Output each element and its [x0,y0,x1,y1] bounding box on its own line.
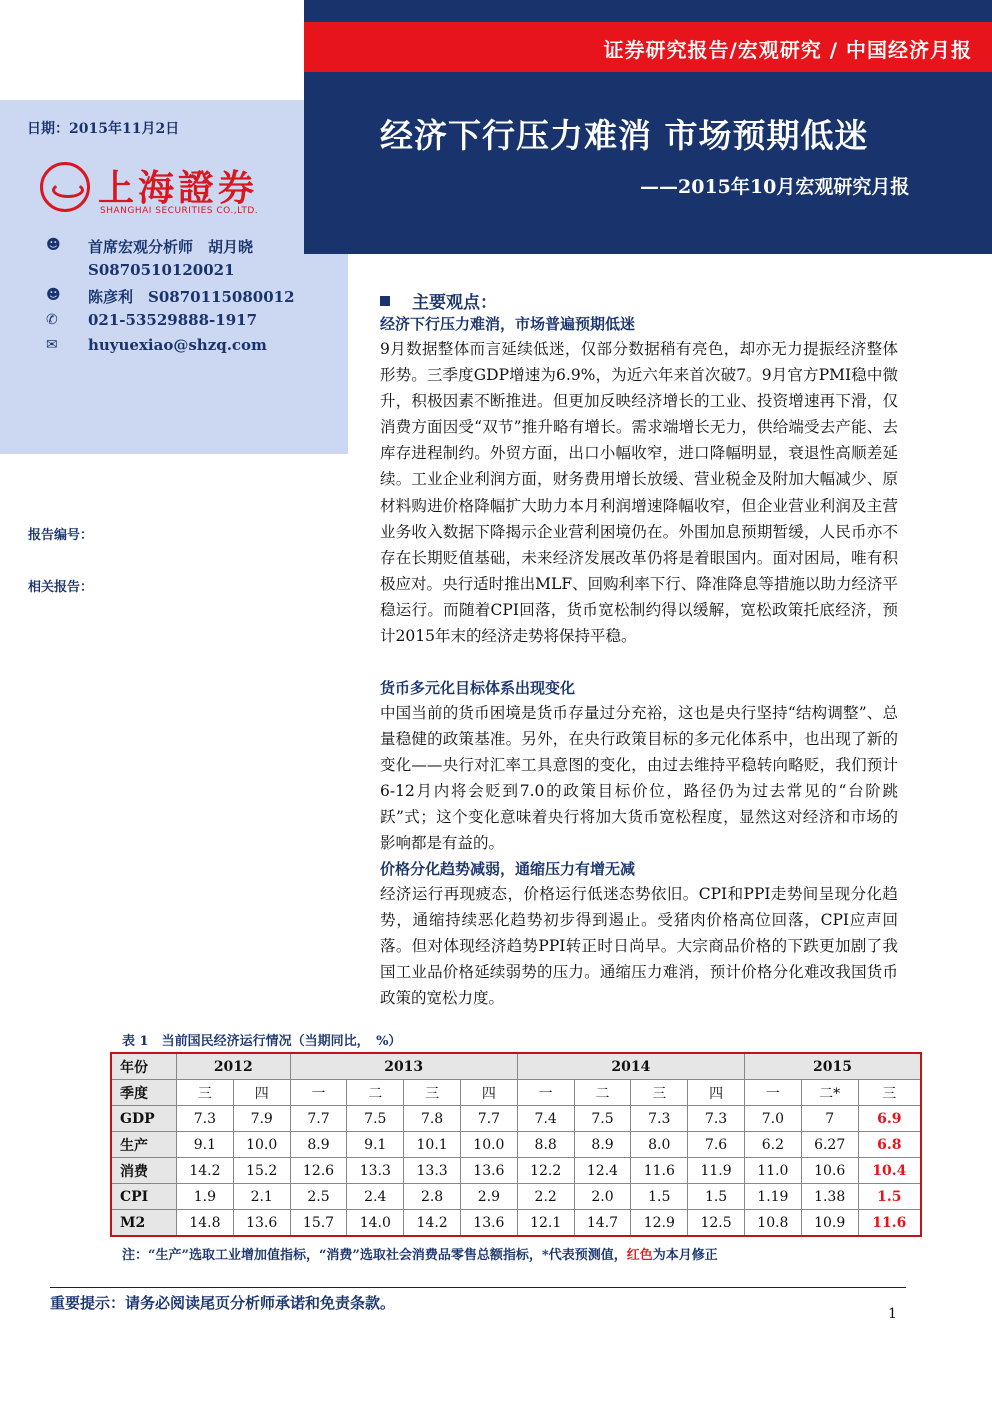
year-cell: 2014 [517,1053,744,1080]
disclaimer-notice: 重要提示：请务必阅读尾页分析师承诺和免责条款。 [50,1294,396,1312]
value-cell: 11.6 [631,1158,688,1184]
value-cell: 7.3 [177,1106,234,1132]
value-cell: 13.6 [233,1210,290,1237]
year-cell: 2015 [744,1053,921,1080]
revised-value-cell: 10.4 [858,1158,921,1184]
person-icon: ☻ [46,237,61,253]
section-text-3: 经济运行再现疲态，价格运行低迷态势依旧。CPI和PPI走势间呈现分化趋势，通缩持续恶化趋势初步得到遏止。受猪肉价格高位回落，CPI应声回落。但对体现经济趋势PPI转正时日尚早。大宗商品价格的下跌更加剧了我国工业品价格延续弱势的压力。通缩压力难消，预计价格分化难改我国货币政策的宽松力度。 [380,885,898,1008]
value-cell: 1.5 [631,1184,688,1210]
info-panel-extension [304,254,348,454]
value-cell: 9.1 [177,1132,234,1158]
quarter-cell: 二 [347,1080,404,1106]
value-cell: 13.3 [404,1158,461,1184]
section-heading-2: 货币多元化目标体系出现变化 [380,679,576,697]
value-cell: 10.0 [233,1132,290,1158]
row-header: 季度 [111,1080,177,1106]
value-cell: 7.7 [290,1106,347,1132]
logo-name-en: SHANGHAI SECURITIES CO.,LTD. [100,206,259,216]
value-cell: 7.5 [347,1106,404,1132]
value-cell: 9.1 [347,1132,404,1158]
table-caption: 表 1 当前国民经济运行情况（当期同比， %） [122,1034,402,1049]
quarter-row [111,1080,921,1106]
row-header: CPI [111,1184,177,1210]
quarter-cell: 三 [177,1080,234,1106]
report-subtitle: ——2015年10月宏观研究月报 [640,176,910,198]
row-header: 年份 [111,1053,177,1080]
value-cell: 1.19 [744,1184,801,1210]
logo-emblem-icon [40,162,90,212]
revised-value-cell: 11.6 [858,1210,921,1237]
value-cell: 10.9 [801,1210,858,1237]
quarter-cell: 一 [517,1080,574,1106]
table-row [111,1132,921,1158]
value-cell: 11.9 [688,1158,745,1184]
value-cell: 15.7 [290,1210,347,1237]
year-row [111,1053,921,1080]
quarter-cell: 四 [233,1080,290,1106]
value-cell: 1.9 [177,1184,234,1210]
related-reports-label: 相关报告： [28,580,94,595]
section-heading-1: 经济下行压力难消，市场普遍预期低迷 [380,315,636,333]
value-cell: 8.0 [631,1132,688,1158]
value-cell: 2.4 [347,1184,404,1210]
quarter-cell: 四 [460,1080,517,1106]
value-cell: 14.2 [404,1210,461,1237]
logo-name-cn: 上海證券 [98,167,259,209]
value-cell: 14.8 [177,1210,234,1237]
value-cell: 15.2 [233,1158,290,1184]
person-icon: ☻ [46,287,61,303]
value-cell: 7.0 [744,1106,801,1132]
quarter-cell: 二 [574,1080,631,1106]
row-header: 消费 [111,1158,177,1184]
value-cell: 1.5 [688,1184,745,1210]
value-cell: 10.6 [801,1158,858,1184]
value-cell: 1.38 [801,1184,858,1210]
value-cell: 10.0 [460,1132,517,1158]
value-cell: 6.2 [744,1132,801,1158]
value-cell: 2.8 [404,1184,461,1210]
value-cell: 10.1 [404,1132,461,1158]
value-cell: 12.2 [517,1158,574,1184]
quarter-cell: 一 [744,1080,801,1106]
table-row [111,1158,921,1184]
revised-value-cell: 6.8 [858,1132,921,1158]
value-cell: 13.6 [460,1210,517,1237]
table-note: 注：“生产”选取工业增加值指标，“消费”选取社会消费品零售总额指标，*代表预测值，红色为本月修正 [122,1248,718,1263]
value-cell: 7 [801,1106,858,1132]
value-cell: 7.7 [460,1106,517,1132]
value-cell: 2.1 [233,1184,290,1210]
mail-icon: ✉ [46,337,58,353]
value-cell: 14.0 [347,1210,404,1237]
year-cell: 2012 [177,1053,291,1080]
revised-value-cell: 6.9 [858,1106,921,1132]
quarter-cell: 一 [290,1080,347,1106]
value-cell: 14.7 [574,1210,631,1237]
value-cell: 13.6 [460,1158,517,1184]
value-cell: 12.5 [688,1210,745,1237]
value-cell: 12.9 [631,1210,688,1237]
value-cell: 8.8 [517,1132,574,1158]
quarter-cell: 四 [688,1080,745,1106]
quarter-cell: 三 [404,1080,461,1106]
value-cell: 2.0 [574,1184,631,1210]
value-cell: 7.4 [517,1106,574,1132]
value-cell: 7.8 [404,1106,461,1132]
table-row [111,1210,921,1237]
footer-divider [50,1287,906,1288]
category-bar [304,22,992,72]
value-cell: 2.5 [290,1184,347,1210]
value-cell: 2.9 [460,1184,517,1210]
year-cell: 2013 [290,1053,517,1080]
economy-table [110,1052,922,1237]
report-title: 经济下行压力难消 市场预期低迷 [380,116,869,155]
report-category: 证券研究报告/宏观研究 / 中国经济月报 [603,38,972,62]
page-number: 1 [888,1306,897,1322]
value-cell: 12.6 [290,1158,347,1184]
value-cell: 12.1 [517,1210,574,1237]
company-logo [40,160,280,224]
value-cell: 2.2 [517,1184,574,1210]
section-text-2: 中国当前的货币困境是货币存量过分充裕，这也是央行坚持“结构调整”、总量稳健的政策基准。另外，在央行政策目标的多元化体系中，也出现了新的变化——央行对汇率工具意图的变化，由过去维持平稳转向略贬，我们预计6-12月内将会贬到7.0的政策目标价位，路径仍为过去常见的“台阶跳跃”式；这个变化意味着央行将加大货币宽松程度，显然这对经济和市场的影响都是有益的。 [380,704,898,853]
square-bullet-icon [380,296,390,306]
row-header: GDP [111,1106,177,1132]
value-cell: 14.2 [177,1158,234,1184]
value-cell: 13.3 [347,1158,404,1184]
row-header: M2 [111,1210,177,1237]
value-cell: 8.9 [290,1132,347,1158]
value-cell: 7.9 [233,1106,290,1132]
value-cell: 8.9 [574,1132,631,1158]
value-cell: 7.3 [688,1106,745,1132]
section-heading-3: 价格分化趋势减弱，通缩压力有增无减 [380,860,636,878]
value-cell: 7.3 [631,1106,688,1132]
quarter-cell: 三 [631,1080,688,1106]
key-points-heading: 主要观点： [380,288,497,313]
quarter-cell: 二* [801,1080,858,1106]
value-cell: 7.5 [574,1106,631,1132]
row-header: 生产 [111,1132,177,1158]
quarter-cell: 三 [858,1080,921,1106]
value-cell: 6.27 [801,1132,858,1158]
section-text-1: 9月数据整体而言延续低迷，仅部分数据稍有亮色，却亦无力提振经济整体形势。三季度GDP增速为6.9%，为近六年来首次破7。9月官方PMI稳中微升，积极因素不断推进。但更加反映经济增长的工业、投资增速再下滑，仅消费方面因受“双节”推升略有增长。需求端增长无力，供给端受去产能、去库存进程制约。外贸方面，出口小幅收窄，进口降幅明显，衰退性高顺差延续。工业企业利润方面，财务费用增长放缓、营业税金及附加大幅减少、原材料购进价格降幅扩大助力本月利润增速降幅收窄，但企业营业利润及主营业务收入数据下降揭示企业营利困境仍在。外围加息预期暂缓，人民币亦不存在长期贬值基础，未来经济发展改革仍将是着眼国内。面对困局，唯有积极应对。央行适时推出MLF、回购利率下行、降准降息等措施以助力经济平稳运行。而随着CPI回落，货币宽松制约得以缓解，宽松政策托底经济，预计2015年末的经济走势将保持平稳。 [380,340,898,646]
table-row [111,1184,921,1210]
value-cell: 10.8 [744,1210,801,1237]
value-cell: 11.0 [744,1158,801,1184]
phone-icon: ✆ [46,312,58,328]
value-cell: 7.6 [688,1132,745,1158]
report-number-label: 报告编号： [28,528,94,543]
value-cell: 12.4 [574,1158,631,1184]
table-row [111,1106,921,1132]
revised-value-cell: 1.5 [858,1184,921,1210]
report-date: 日期：2015年11月2日 [27,121,180,137]
